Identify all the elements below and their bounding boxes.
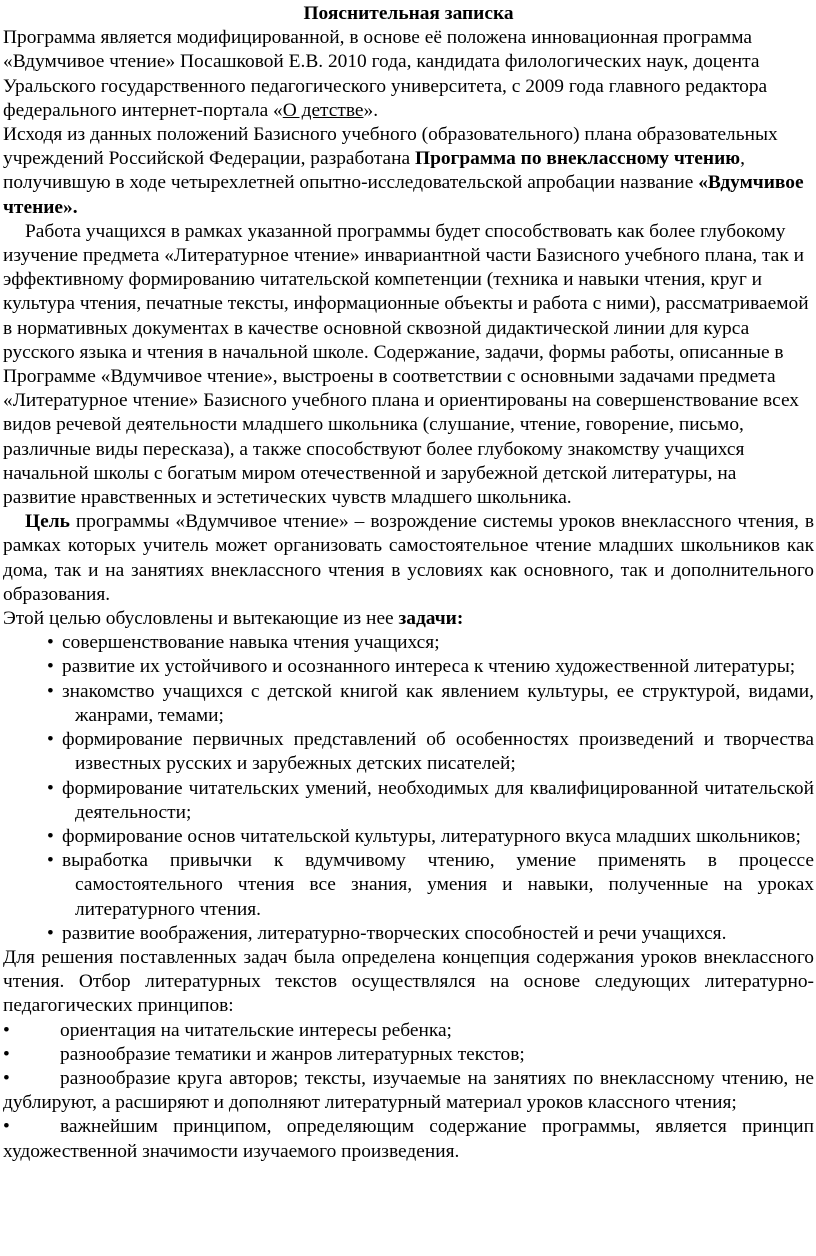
document-title: Пояснительная записка	[303, 3, 514, 24]
list-item	[3, 655, 814, 679]
tasks-list	[3, 631, 814, 946]
principle-text: ориентация на читательские интересы ребенка;	[60, 1019, 452, 1041]
list-item	[3, 728, 814, 776]
list-item	[3, 849, 814, 922]
bullet-icon: •	[3, 1043, 10, 1065]
principle-text: разнообразие тематики и жанров литературных текстов;	[60, 1043, 525, 1065]
list-item	[3, 777, 814, 825]
paragraph-basis-text-2: , получившую в ходе четырехлетней опытно-исследовательской апробации название	[3, 148, 745, 194]
paragraph-basis-text-1: Исходя из данных положений Базисного учебного (образовательного) плана образовательных учреждений Российской Федерации, разработана	[3, 124, 778, 170]
task-text: формирование читательских умений, необходимых для квалифицированной читательской деятельности;	[62, 777, 814, 823]
task-text: формирование первичных представлений об особенностях произведений и творчества известных русских и зарубежных детских писателей;	[62, 729, 814, 775]
task-text: совершенствование навыка чтения учащихся;	[62, 632, 440, 654]
bullet-icon: •	[3, 1019, 10, 1041]
principle-text: важнейшим принципом, определяющим содержание программы, является принцип художественной значимости изучаемого произведения.	[3, 1116, 814, 1162]
paragraph-goal	[3, 510, 814, 607]
paragraph-work: Работа учащихся в рамках указанной программы будет способствовать как более глубокому изучение предмета «Литературное чтение» инвариантной части Базисного учебного плана, так и эффективному формированию читательской компетенции (техника и навыки чтения, круг и культура чтения, печатные тексты, информационные объекты и работа с ними), рассматриваемой в нормативных документах в качестве основной сквозной дидактической линии для курса русского языка и чтения в начальной школе. Содержание, задачи, формы работы, описанные в Программе «Вдумчивое чтение», выстроены в соответствии с основными задачами предмета «Литературное чтение» Базисного учебного плана и ориентированы на совершенствование всех видов речевой деятельности младшего школьника (слушание, чтение, говорение, письмо, различные виды пересказа), а также способствуют более глубокому знакомству учащихся начальной школы с богатым миром отечественной и зарубежной детской литературы, на развитие нравственных и эстетических чувств младшего школьника.	[3, 220, 809, 509]
task-text: формирование основ читательской культуры, литературного вкуса младших школьников;	[62, 825, 801, 847]
tasks-intro-text: Этой целью обусловлены и вытекающие из нее	[3, 608, 399, 630]
paragraph-intro	[3, 26, 814, 123]
list-item	[3, 1043, 814, 1067]
task-text: знакомство учащихся с детской книгой как явлением культуры, ее структурой, видами, жанрами, темами;	[62, 680, 814, 726]
task-text: развитие воображения, литературно-творческих способностей и речи учащихся.	[62, 922, 727, 944]
bullet-icon: •	[47, 825, 54, 847]
list-item	[3, 825, 814, 849]
paragraph-intro-end: ».	[363, 99, 379, 121]
list-item	[3, 922, 814, 946]
portal-link[interactable]: О детстве	[282, 99, 364, 121]
task-text: развитие их устойчивого и осознанного интереса к чтению художественной литературы;	[62, 656, 796, 678]
bullet-icon: •	[47, 656, 54, 678]
principle-text: разнообразие круга авторов; тексты, изучаемые на занятиях по внеклассному чтению, не дублируют, а расширяют и дополняют литературный материал уроков классного чтения;	[3, 1067, 814, 1114]
goal-text: программы «Вдумчивое чтение» – возрождение системы уроков внеклассного чтения, в рамках которых учитель может организовать самостоятельное чтение младших школьников как дома, так и на занятиях внеклассного чтения в условиях как основного, так и дополнительного образования.	[3, 511, 814, 605]
list-item	[3, 1019, 814, 1043]
bullet-icon: •	[47, 777, 54, 799]
tasks-label: задачи:	[398, 608, 464, 630]
bullet-icon: •	[47, 632, 54, 654]
list-item	[3, 1067, 814, 1115]
paragraph-intro-text: Программа является модифицированной, в основе её положена инновационная программа «Вдумчивое чтение» Посашковой Е.В. 2010 года, кандидата филологических наук, доцента Уральского государственного педагогического университета, с 2009 года главного редактора федерального интернет-портала «	[3, 27, 768, 121]
paragraph-concept: Для решения поставленных задач была определена концепция содержания уроков внеклассного чтения. Отбор литературных текстов осуществлялся на основе следующих литературно-педагогических принципов:	[3, 946, 814, 1017]
bullet-icon: •	[47, 922, 54, 944]
goal-label: Цель	[25, 511, 70, 533]
bullet-icon: •	[47, 729, 54, 751]
bullet-icon: •	[47, 680, 54, 702]
principles-list	[3, 1019, 814, 1164]
bullet-icon: •	[47, 850, 54, 872]
bullet-icon: •	[3, 1116, 10, 1138]
paragraph-tasks-intro	[3, 607, 814, 631]
list-item	[3, 680, 814, 728]
paragraph-basis	[3, 123, 814, 220]
list-item	[3, 1115, 814, 1163]
program-name-bold: Программа по внеклассному чтению	[415, 148, 741, 170]
program-title-bold: «Вдумчивое чтение».	[3, 172, 804, 218]
task-text: выработка привычки к вдумчивому чтению, умение применять в процессе самостоятельного чтения все знания, умения и навыки, полученные на уроках литературного чтения.	[62, 850, 814, 920]
bullet-icon: •	[3, 1067, 10, 1089]
list-item	[3, 631, 814, 655]
